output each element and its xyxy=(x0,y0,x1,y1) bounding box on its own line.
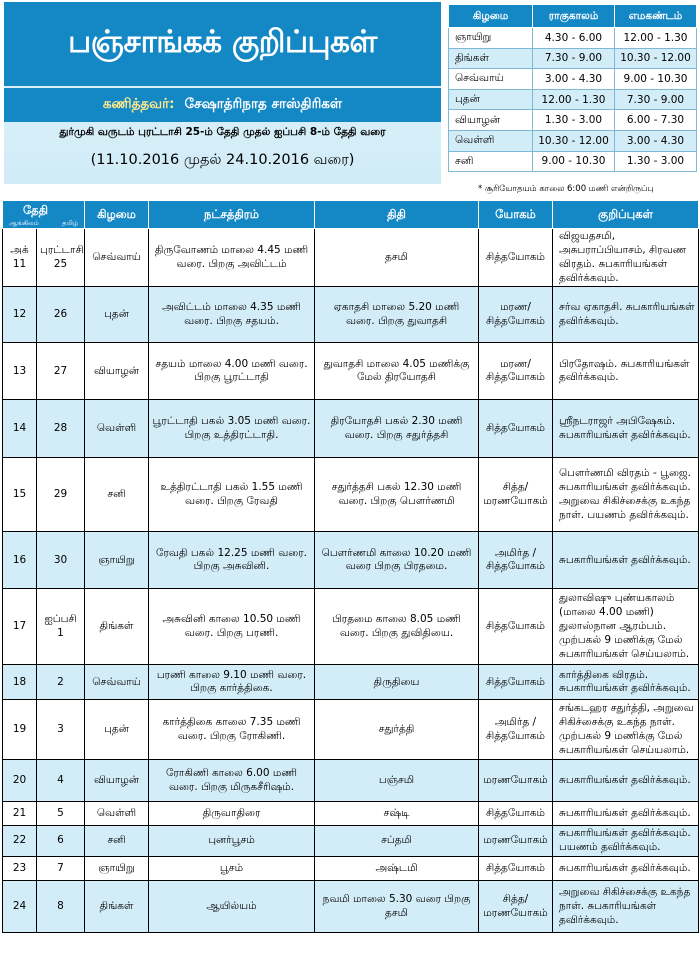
date-tamil: புரட்டாசி 25 xyxy=(37,229,85,287)
header-notes: குறிப்புகள் xyxy=(553,201,699,229)
date-tamil: ஐப்பசி 1 xyxy=(37,589,85,665)
notes: பௌர்ணமி விரதம் - பூஜை. சுபகாரியங்கள் தவிர்க்கவும். அறுவை சிகிச்சைக்கு உகந்த நாள். பயணம் தவிர்க்கவும். xyxy=(553,458,699,532)
weekday: வியாழன் xyxy=(85,760,149,802)
kalam-row xyxy=(449,48,697,69)
table-row xyxy=(3,760,699,802)
nakshatra: கார்த்திகை காலை 7.35 மணி வரை. பிறகு ரோகிணி. xyxy=(149,700,315,760)
nakshatra: பூரட்டாதி பகல் 3.05 மணி வரை. பிறகு உத்திரட்டாதி. xyxy=(149,400,315,458)
yoga: சித்தயோகம் xyxy=(479,665,553,700)
weekday: புதன் xyxy=(85,700,149,760)
header-date-sub xyxy=(3,219,84,228)
page-title: பஞ்சாங்கக் குறிப்புகள் xyxy=(68,24,377,60)
tithi: பிரதமை காலை 8.05 மணி வரை. பிறகு துவிதியை. xyxy=(315,589,479,665)
nakshatra: திருவோணம் மாலை 4.45 மணி வரை. பிறகு அவிட்டம் xyxy=(149,229,315,287)
notes: சுபகாரியங்கள் தவிர்க்கவும். xyxy=(553,802,699,826)
date-english: 14 xyxy=(3,400,37,458)
kalam-row xyxy=(449,151,697,172)
main-header-row xyxy=(3,201,699,229)
yoga: சித்தயோகம் xyxy=(479,589,553,665)
table-row xyxy=(3,532,699,589)
date-english: 21 xyxy=(3,802,37,826)
kalam-yama: 10.30 - 12.00 xyxy=(615,48,697,69)
kalam-row xyxy=(449,69,697,90)
nakshatra: திருவாதிரை xyxy=(149,802,315,826)
header-star: நட்சத்திரம் xyxy=(149,201,315,229)
table-row xyxy=(3,400,699,458)
kalam-yama: 7.30 - 9.00 xyxy=(615,89,697,110)
kalam-yama: 3.00 - 4.30 xyxy=(615,130,697,151)
kalam-row xyxy=(449,89,697,110)
notes: துலாவிஷு புண்யகாலம் (மாலை 4.00 மணி) துலாஸ்நான ஆரம்பம். முற்பகல் 9 மணிக்கு மேல் சுபகாரியங்கள் செய்யலாம். xyxy=(553,589,699,665)
kalam-row xyxy=(449,110,697,131)
tithi: நவமி மாலை 5.30 வரை பிறகு தசமி xyxy=(315,881,479,933)
header-date xyxy=(3,201,85,229)
table-row xyxy=(3,229,699,287)
nakshatra: பூசம் xyxy=(149,857,315,881)
header-yoga: யோகம் xyxy=(479,201,553,229)
table-row xyxy=(3,857,699,881)
kalam-yama: 12.00 - 1.30 xyxy=(615,28,697,49)
kalam-yama: 9.00 - 10.30 xyxy=(615,69,697,90)
nakshatra: அவிட்டம் மாலை 4.35 மணி வரை. பிறகு சதயம். xyxy=(149,287,315,343)
header-tithi: திதி xyxy=(315,201,479,229)
weekday: புதன் xyxy=(85,287,149,343)
date-tamil: 29 xyxy=(37,458,85,532)
table-row xyxy=(3,665,699,700)
table-row xyxy=(3,802,699,826)
yoga: சித்தயோகம் xyxy=(479,802,553,826)
kalam-rahu: 4.30 - 6.00 xyxy=(533,28,615,49)
tithi: சஷ்டி xyxy=(315,802,479,826)
kalam-day: ஞாயிறு xyxy=(449,28,533,49)
kalam-header-yama: எமகண்டம் xyxy=(615,5,697,28)
tithi: பஞ்சமி xyxy=(315,760,479,802)
nakshatra: ரேவதி பகல் 12.25 மணி வரை. பிறகு அசுவினி. xyxy=(149,532,315,589)
notes: அறுவை சிகிச்சைக்கு உகந்த நாள். சுபகாரியங்கள் தவிர்க்கவும். xyxy=(553,881,699,933)
author-name: சேஷாத்ரிநாத சாஸ்திரிகள் xyxy=(184,96,343,112)
date-tamil: 30 xyxy=(37,532,85,589)
date-tamil: 4 xyxy=(37,760,85,802)
date-english: 15 xyxy=(3,458,37,532)
header-date-tamil: தமிழ் xyxy=(62,219,78,227)
yoga: மரண/ சித்தயோகம் xyxy=(479,287,553,343)
date-english: 24 xyxy=(3,881,37,933)
date-english: 13 xyxy=(3,343,37,400)
nakshatra: சதயம் மாலை 4.00 மணி வரை. பிறகு பூரட்டாதி xyxy=(149,343,315,400)
tithi: சதுர்த்தி xyxy=(315,700,479,760)
kalam-day: புதன் xyxy=(449,89,533,110)
kalam-body xyxy=(449,28,697,172)
tithi: பௌர்ணமி காலை 10.20 மணி வரை பிறகு பிரதமை. xyxy=(315,532,479,589)
yoga: சித்தயோகம் xyxy=(479,857,553,881)
title-band xyxy=(4,2,441,86)
kalam-header-day: கிழமை xyxy=(449,5,533,28)
kalam-rahu: 9.00 - 10.30 xyxy=(533,151,615,172)
date-english: அக் 11 xyxy=(3,229,37,287)
kalam-header-rahu: ராகுகாலம் xyxy=(533,5,615,28)
yoga: மரண/ சித்தயோகம் xyxy=(479,343,553,400)
date-tamil: 26 xyxy=(37,287,85,343)
notes: கார்த்திகை விரதம். சுபகாரியங்கள் தவிர்க்கவும். xyxy=(553,665,699,700)
date-tamil: 8 xyxy=(37,881,85,933)
table-row xyxy=(3,343,699,400)
weekday: வியாழன் xyxy=(85,343,149,400)
kalam-rahu: 7.30 - 9.00 xyxy=(533,48,615,69)
date-english: 12 xyxy=(3,287,37,343)
weekday: சனி xyxy=(85,458,149,532)
notes: சுபகாரியங்கள் தவிர்க்கவும். xyxy=(553,857,699,881)
notes: விஜயதசமி, அசுபராப்பியாசம், சிரவண விரதம். சுபகாரியங்கள் தவிர்க்கவும். xyxy=(553,229,699,287)
notes: சுபகாரியங்கள் தவிர்க்கவும். xyxy=(553,532,699,589)
kalam-note: * சூரியோதயம் காலை 6:00 மணி என்றிருப்பு xyxy=(478,184,654,194)
date-tamil: 5 xyxy=(37,802,85,826)
date-tamil: 27 xyxy=(37,343,85,400)
yoga: மரணயோகம் xyxy=(479,760,553,802)
kalam-yama: 6.00 - 7.30 xyxy=(615,110,697,131)
date-tamil: 28 xyxy=(37,400,85,458)
date-tamil: 6 xyxy=(37,826,85,857)
yoga: சித்த/ மரணயோகம் xyxy=(479,881,553,933)
yoga: சித்தயோகம் xyxy=(479,400,553,458)
table-row xyxy=(3,287,699,343)
tithi: ஏகாதசி மாலை 5.20 மணி வரை. பிறகு துவாதசி xyxy=(315,287,479,343)
date-english: 22 xyxy=(3,826,37,857)
tithi: சப்தமி xyxy=(315,826,479,857)
table-row xyxy=(3,458,699,532)
panchangam-table xyxy=(2,200,699,933)
notes: சர்வ ஏகாதசி. சுபகாரியங்கள் தவிர்க்கவும். xyxy=(553,287,699,343)
date-tamil: 2 xyxy=(37,665,85,700)
date-english: 19 xyxy=(3,700,37,760)
header-panel xyxy=(4,2,441,184)
notes: ஸ்ரீநடராஜர் அபிஷேகம். சுபகாரியங்கள் தவிர்க்கவும். xyxy=(553,400,699,458)
weekday: செவ்வாய் xyxy=(85,665,149,700)
tithi: துவாதசி மாலை 4.05 மணிக்கு மேல் திரயோதசி xyxy=(315,343,479,400)
notes: சுபகாரியங்கள் தவிர்க்கவும். xyxy=(553,760,699,802)
yoga: அமிர்த / சித்தயோகம் xyxy=(479,532,553,589)
nakshatra: உத்திரட்டாதி பகல் 1.55 மணி வரை. பிறகு ரேவதி xyxy=(149,458,315,532)
tithi: தசமி xyxy=(315,229,479,287)
yoga: சித்த/ மரணயோகம் xyxy=(479,458,553,532)
weekday: திங்கள் xyxy=(85,881,149,933)
weekday: செவ்வாய் xyxy=(85,229,149,287)
date-tamil: 3 xyxy=(37,700,85,760)
tithi: திரயோதசி பகல் 2.30 மணி வரை. பிறகு சதுர்த்தசி xyxy=(315,400,479,458)
table-row xyxy=(3,589,699,665)
date-english: 17 xyxy=(3,589,37,665)
weekday: திங்கள் xyxy=(85,589,149,665)
header-date-label: தேதி xyxy=(23,203,49,217)
yoga: அமிர்த / சித்தயோகம் xyxy=(479,700,553,760)
kalam-row xyxy=(449,130,697,151)
period-text: துர்முகி வருடம் புரட்டாசி 25-ம் தேதி முதல் ஐப்பசி 8-ம் தேதி வரை xyxy=(59,126,386,138)
date-english: 20 xyxy=(3,760,37,802)
kalam-rahu: 3.00 - 4.30 xyxy=(533,69,615,90)
tithi: சதுர்த்தசி பகல் 12.30 மணி வரை. பிறகு பௌர்ணமி xyxy=(315,458,479,532)
kalam-rahu: 10.30 - 12.00 xyxy=(533,130,615,151)
notes: பிரதோஷம். சுபகாரியங்கள் தவிர்க்கவும். xyxy=(553,343,699,400)
tithi: திருதியை xyxy=(315,665,479,700)
nakshatra: ரோகிணி காலை 6.00 மணி வரை. பிறகு மிருகசீரிஷம். xyxy=(149,760,315,802)
author-label: கணித்தவர்: xyxy=(102,96,175,112)
kalam-day: திங்கள் xyxy=(449,48,533,69)
nakshatra: அசுவினி காலை 10.50 மணி வரை. பிறகு பரணி. xyxy=(149,589,315,665)
weekday: ஞாயிறு xyxy=(85,857,149,881)
yoga: மரணயோகம் xyxy=(479,826,553,857)
kalam-day: சனி xyxy=(449,151,533,172)
kalam-rahu: 1.30 - 3.00 xyxy=(533,110,615,131)
kalam-day: வியாழன் xyxy=(449,110,533,131)
weekday: சனி xyxy=(85,826,149,857)
tithi: அஷ்டமி xyxy=(315,857,479,881)
header-date-english: ஆங்கிலம் xyxy=(9,219,39,227)
main-body xyxy=(3,229,699,933)
kalam-header-row xyxy=(449,5,697,28)
nakshatra: புனர்பூசம் xyxy=(149,826,315,857)
date-english: 16 xyxy=(3,532,37,589)
notes: சங்கடஹர சதுர்த்தி, அறுவை சிகிச்சைக்கு உகந்த நாள். முற்பகல் 9 மணிக்கு மேல் சுபகாரியங்கள் செய்யலாம். xyxy=(553,700,699,760)
date-tamil: 7 xyxy=(37,857,85,881)
weekday: வெள்ளி xyxy=(85,802,149,826)
date-range: (11.10.2016 முதல் 24.10.2016 வரை) xyxy=(90,152,355,168)
weekday: ஞாயிறு xyxy=(85,532,149,589)
header-day: கிழமை xyxy=(85,201,149,229)
date-english: 18 xyxy=(3,665,37,700)
kalam-day: வெள்ளி xyxy=(449,130,533,151)
kalam-yama: 1.30 - 3.00 xyxy=(615,151,697,172)
kalam-table xyxy=(448,4,697,172)
kalam-day: செவ்வாய் xyxy=(449,69,533,90)
nakshatra: ஆயில்யம் xyxy=(149,881,315,933)
kalam-row xyxy=(449,28,697,49)
table-row xyxy=(3,881,699,933)
table-row xyxy=(3,700,699,760)
nakshatra: பரணி காலை 9.10 மணி வரை. பிறகு கார்த்திகை. xyxy=(149,665,315,700)
yoga: சித்தயோகம் xyxy=(479,229,553,287)
weekday: வெள்ளி xyxy=(85,400,149,458)
author-row xyxy=(4,88,441,122)
kalam-rahu: 12.00 - 1.30 xyxy=(533,89,615,110)
table-row xyxy=(3,826,699,857)
notes: சுபகாரியங்கள் தவிர்க்கவும். பயணம் தவிர்க்கவும். xyxy=(553,826,699,857)
date-english: 23 xyxy=(3,857,37,881)
